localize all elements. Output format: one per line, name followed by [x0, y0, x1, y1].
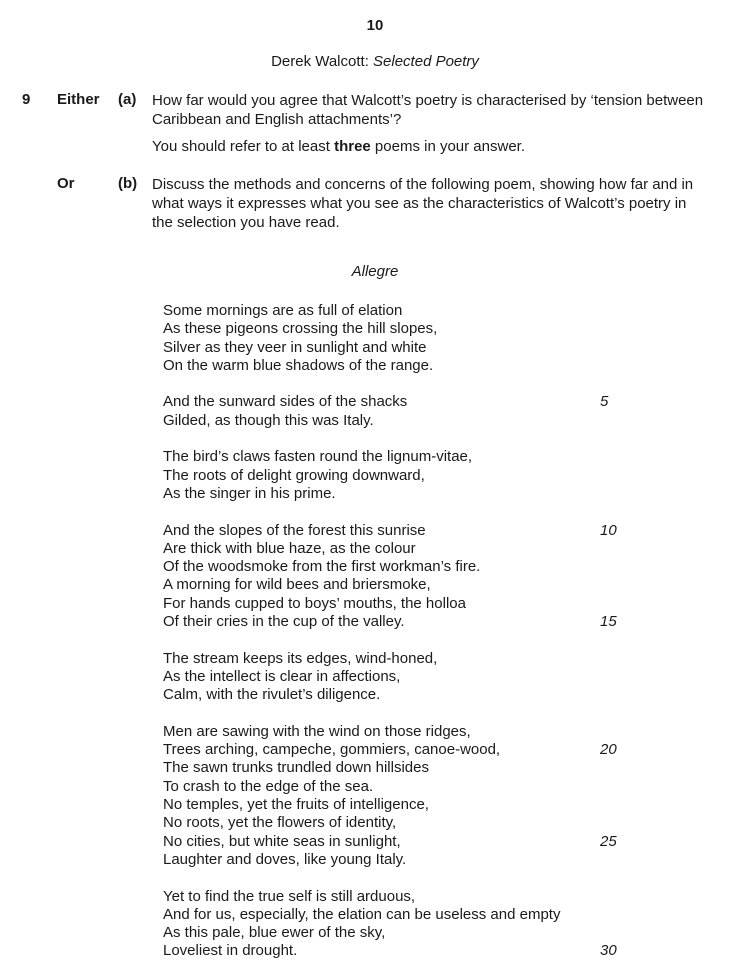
poem-line-text: No cities, but white seas in sunlight, — [163, 832, 401, 850]
question-number: 9 — [22, 91, 31, 108]
poem-line-text: Loveliest in drought. — [163, 942, 298, 960]
poem-line — [163, 613, 633, 631]
poem-line-text: The sawn trunks trundled down hillsides — [163, 759, 429, 777]
poem-line-text: A morning for wild bees and briersmoke, — [163, 576, 431, 594]
poem-line — [163, 448, 633, 466]
part-a-label: (a) — [118, 91, 137, 108]
poem-line-text: The bird’s claws fasten round the lignum-vitae, — [163, 448, 473, 466]
poem-line-text: Calm, with the rivulet’s diligence. — [163, 686, 381, 704]
poem-line-text: No roots, yet the flowers of identity, — [163, 814, 397, 832]
section-author: Derek Walcott: — [271, 53, 374, 70]
poem-line — [163, 302, 633, 320]
poem-line — [163, 778, 633, 796]
line-number: 25 — [600, 832, 617, 850]
poem-title: Allegre — [351, 263, 399, 280]
poem-line-text: For hands cupped to boys’ mouths, the holloa — [163, 594, 466, 612]
poem-line — [163, 320, 633, 338]
poem-line-text: Are thick with blue haze, as the colour — [163, 539, 416, 557]
instruction-pre: You should refer to at least — [152, 138, 335, 155]
poem-line — [163, 467, 633, 485]
line-number: 15 — [600, 613, 617, 631]
poem-line — [163, 668, 633, 686]
part-a-question — [152, 91, 737, 156]
poem-stanza — [163, 302, 633, 375]
or-label: Or — [57, 175, 75, 192]
poem-line-text: And the slopes of the forest this sunrise — [163, 521, 426, 539]
part-b-line-3: the selection you have read. — [152, 214, 340, 231]
poem-line-text: Gilded, as though this was Italy. — [163, 411, 374, 429]
poem-stanza — [163, 888, 633, 961]
poem-line-text: And for us, especially, the elation can be useless and empty — [163, 905, 561, 923]
poem-line — [163, 906, 633, 924]
poem-body — [163, 302, 633, 979]
poem-line-text: Silver as they veer in sunlight and white — [163, 338, 427, 356]
poem-line — [163, 741, 633, 759]
part-a-line-2: Caribbean and English attachments’? — [152, 111, 402, 128]
poem-line-text: And the sunward sides of the shacks — [163, 393, 408, 411]
poem-stanza — [163, 393, 633, 430]
poem-line — [163, 522, 633, 540]
poem-line-text: Trees arching, campeche, gommiers, canoe-wood, — [163, 741, 501, 759]
poem-line — [163, 576, 633, 594]
poem-line — [163, 942, 633, 960]
part-a-line-1: How far would you agree that Walcott’s poetry is characterised by ‘tension between — [152, 92, 704, 109]
line-number: 20 — [600, 741, 617, 759]
poem-stanza — [163, 650, 633, 705]
poem-stanza — [163, 522, 633, 632]
part-a-instruction — [152, 137, 737, 156]
poem-line — [163, 540, 633, 558]
line-number: 30 — [600, 942, 617, 960]
poem-line — [163, 485, 633, 503]
section-title — [0, 53, 750, 70]
poem-line-text: As the intellect is clear in affections, — [163, 667, 401, 685]
poem-line-text: Of the woodsmoke from the first workman’s fire. — [163, 558, 481, 576]
instruction-bold: three — [334, 138, 371, 155]
poem-line-text: As the singer in his prime. — [163, 484, 336, 502]
line-number: 10 — [600, 521, 617, 539]
poem-line-text: As this pale, blue ewer of the sky, — [163, 924, 386, 942]
instruction-post: poems in your answer. — [370, 138, 526, 155]
part-b-question — [152, 175, 737, 232]
poem-line — [163, 814, 633, 832]
poem-line — [163, 796, 633, 814]
part-b-label: (b) — [118, 175, 138, 192]
poem-line — [163, 650, 633, 668]
poem-line-text: The stream keeps its edges, wind-honed, — [163, 649, 438, 667]
poem-stanza — [163, 448, 633, 503]
poem-line-text: Yet to find the true self is still arduous, — [163, 887, 416, 905]
part-b-line-2: what ways it expresses what you see as the characteristics of Walcott’s poetry in — [152, 195, 687, 212]
poem-line-text: Laughter and doves, like young Italy. — [163, 850, 407, 868]
poem-line — [163, 924, 633, 942]
poem-line-text: On the warm blue shadows of the range. — [163, 356, 434, 374]
part-b-line-1: Discuss the methods and concerns of the following poem, showing how far and in — [152, 176, 694, 193]
poem-line — [163, 851, 633, 869]
poem-line-text: To crash to the edge of the sea. — [163, 777, 374, 795]
poem-line — [163, 412, 633, 430]
poem-line-text: Some mornings are as full of elation — [163, 302, 403, 319]
poem-line — [163, 888, 633, 906]
poem-line-text: Men are sawing with the wind on those ridges, — [163, 722, 471, 740]
poem-line — [163, 595, 633, 613]
poem-line — [163, 339, 633, 357]
poem-line — [163, 357, 633, 375]
section-selection: Selected Poetry — [373, 53, 479, 70]
poem-line-text: No temples, yet the fruits of intelligence, — [163, 796, 429, 814]
poem-line — [163, 393, 633, 411]
poem-line — [163, 558, 633, 576]
line-number: 5 — [600, 393, 609, 411]
poem-line — [163, 759, 633, 777]
poem-line-text: The roots of delight growing downward, — [163, 466, 425, 484]
poem-line — [163, 686, 633, 704]
poem-line — [163, 833, 633, 851]
poem-stanza — [163, 723, 633, 869]
either-label: Either — [57, 91, 100, 108]
poem-line-text: Of their cries in the cup of the valley. — [163, 613, 405, 631]
poem-line — [163, 723, 633, 741]
poem-line-text: As these pigeons crossing the hill slopes, — [163, 320, 438, 338]
page-number: 10 — [366, 17, 384, 34]
